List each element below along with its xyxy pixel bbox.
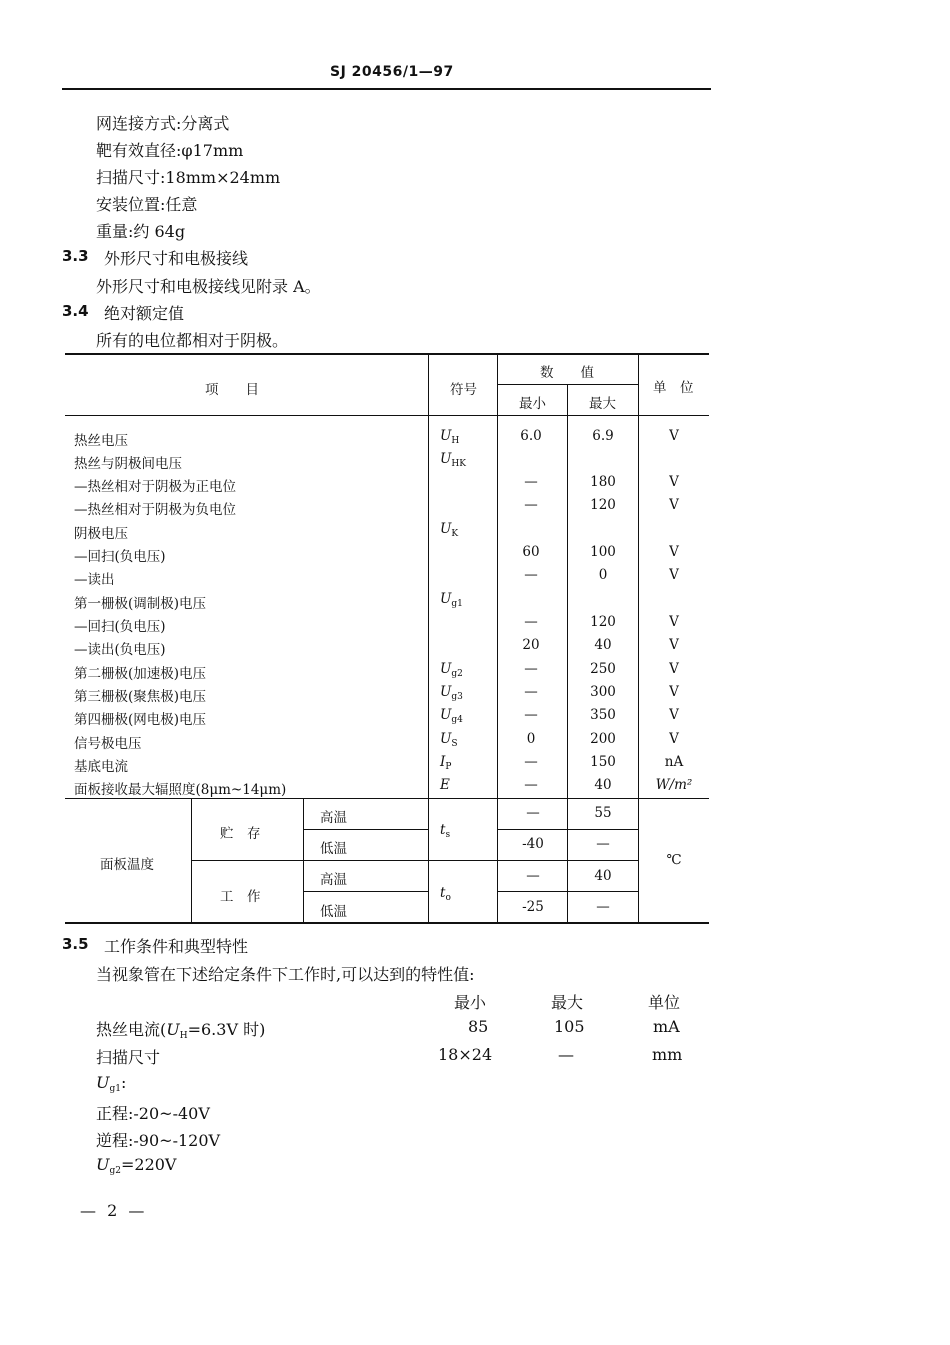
row-unit: V — [669, 614, 679, 630]
spec-label: 扫描尺寸 — [96, 1048, 161, 1067]
row-item: 第一栅极(调制极)电压 — [74, 596, 207, 612]
section-3-4-text: 所有的电位都相对于阴极。 — [96, 331, 289, 350]
row-min: — — [524, 777, 538, 793]
section-3-3-title: 外形尺寸和电极接线 — [104, 249, 249, 268]
col-divider-symbol — [428, 353, 429, 923]
header-min: 最小 — [519, 396, 546, 412]
row-min: — — [524, 497, 538, 513]
row-min: — — [524, 567, 538, 583]
section-3-5-text: 当视象管在下述给定条件下工作时,可以达到的特性值: — [96, 965, 475, 984]
spec-max: — — [558, 1045, 574, 1064]
row-item: 第三栅极(聚焦极)电压 — [74, 689, 207, 705]
header-max: 最大 — [589, 396, 616, 412]
row-symbol: $U_S$ — [440, 731, 458, 749]
ug1-reverse: 逆程:-90~-120V — [96, 1131, 221, 1150]
spec-unit: mA — [653, 1017, 680, 1036]
temp-storage-split-values — [497, 829, 638, 830]
temp-operating-low-min: -25 — [522, 899, 544, 915]
temp-operating-high: 高温 — [320, 872, 347, 888]
row-min: — — [524, 614, 538, 630]
row-unit: V — [669, 684, 679, 700]
temp-storage-low-max: — — [596, 836, 610, 852]
row-min: 6.0 — [520, 428, 542, 444]
table-bottom-rule — [65, 922, 709, 924]
spec-label: 热丝电流($U_H=6.3V$ 时) — [96, 1020, 266, 1041]
row-unit: nA — [664, 754, 684, 770]
temp-operating-split — [303, 891, 428, 892]
spec-max: 105 — [554, 1017, 585, 1036]
row-min: — — [524, 474, 538, 490]
row-min: 60 — [522, 544, 540, 560]
row-symbol: $U_{HK}$ — [440, 451, 466, 469]
row-unit: V — [669, 661, 679, 677]
row-unit: V — [669, 637, 679, 653]
temp-operating-high-min: — — [526, 868, 540, 884]
intro-line-mounting: 安装位置:任意 — [96, 195, 198, 214]
row-item: 第二栅极(加速极)电压 — [74, 666, 207, 682]
temp-storage-high: 高温 — [320, 810, 347, 826]
row-max: 300 — [590, 684, 616, 700]
row-item: —读出(负电压) — [74, 642, 166, 658]
row-max: 120 — [590, 497, 616, 513]
temp-storage-high-min: — — [526, 805, 540, 821]
intro-line-grid-connection: 网连接方式:分离式 — [96, 114, 230, 133]
section-3-3-text: 外形尺寸和电极接线见附录 A。 — [96, 277, 321, 296]
temp-storage-low-min: -40 — [522, 836, 544, 852]
temp-operating-high-max: 40 — [594, 868, 612, 884]
row-max: 180 — [590, 474, 616, 490]
temp-operating-low: 低温 — [320, 904, 347, 920]
row-symbol: E — [440, 777, 450, 793]
row-min: — — [524, 707, 538, 723]
intro-line-scan-size: 扫描尺寸:18mm×24mm — [96, 168, 281, 187]
row-item: 第四栅极(网电极)电压 — [74, 712, 207, 728]
table-top-rule — [65, 353, 709, 355]
temp-operating-low-max: — — [596, 899, 610, 915]
section-3-4-title: 绝对额定值 — [104, 304, 185, 323]
intro-line-target-diameter: 靶有效直径:φ17mm — [96, 141, 244, 160]
row-unit: W/m² — [655, 777, 693, 793]
row-unit: V — [669, 428, 679, 444]
temp-storage-label: 贮 存 — [220, 826, 261, 842]
row-unit: V — [669, 497, 679, 513]
temp-unit: ℃ — [666, 852, 682, 868]
row-min: — — [524, 754, 538, 770]
table-header-bottom-rule — [65, 415, 709, 416]
row-symbol: $U_{g4}$ — [440, 707, 463, 725]
section-3-5-title: 工作条件和典型特性 — [104, 937, 249, 956]
header-item: 项 目 — [205, 382, 259, 398]
temp-operating-label: 工 作 — [220, 889, 261, 905]
row-max: 350 — [590, 707, 616, 723]
row-max: 100 — [590, 544, 616, 560]
spec-header-min: 最小 — [454, 993, 487, 1012]
row-item: —读出 — [74, 572, 115, 588]
ug2-value: $U_{g2}=220V$ — [96, 1155, 177, 1176]
row-symbol: $U_H$ — [440, 428, 460, 446]
temp-storage-symbol: $t_s$ — [440, 822, 451, 840]
document-number: SJ 20456/1—97 — [330, 64, 454, 80]
temp-label: 面板温度 — [100, 857, 154, 873]
row-item: 面板接收最大辐照度(8μm~14μm) — [74, 782, 287, 798]
row-symbol: $U_K$ — [440, 521, 459, 539]
row-max: 120 — [590, 614, 616, 630]
row-unit: V — [669, 544, 679, 560]
row-max: 40 — [594, 777, 612, 793]
row-min: 0 — [526, 731, 536, 747]
row-max: 200 — [590, 731, 616, 747]
header-value: 数 值 — [540, 365, 594, 381]
row-max: 150 — [590, 754, 616, 770]
row-unit: V — [669, 731, 679, 747]
row-item: —热丝相对于阴极为正电位 — [74, 479, 236, 495]
row-item: —回扫(负电压) — [74, 619, 166, 635]
temp-storage-split — [303, 829, 428, 830]
row-max: 40 — [594, 637, 612, 653]
header-unit: 单 位 — [653, 380, 694, 396]
row-symbol: $U_{g2}$ — [440, 661, 463, 679]
row-item: 基底电流 — [74, 759, 128, 775]
row-item: 热丝电压 — [74, 433, 128, 449]
header-rule — [62, 88, 711, 90]
ug1-forward: 正程:-20~-40V — [96, 1104, 210, 1123]
row-unit: V — [669, 567, 679, 583]
table-body-bottom-rule — [65, 798, 709, 799]
section-3-5-number: 3.5 — [62, 935, 89, 953]
temp-operating-symbol: $t_o$ — [440, 885, 451, 903]
spec-header-max: 最大 — [551, 993, 584, 1012]
row-item: 热丝与阴极间电压 — [74, 456, 182, 472]
page-number: — 2 — — [80, 1201, 145, 1220]
spec-unit: mm — [652, 1045, 683, 1064]
header-symbol: 符号 — [450, 382, 477, 398]
temp-mid-rule — [191, 860, 638, 861]
row-item: 阴极电压 — [74, 526, 128, 542]
row-item: 信号极电压 — [74, 736, 142, 752]
temp-storage-low: 低温 — [320, 841, 347, 857]
spec-min: 18×24 — [438, 1045, 493, 1064]
row-item: —热丝相对于阴极为负电位 — [74, 502, 236, 518]
temp-operating-split-values — [497, 891, 638, 892]
row-min: — — [524, 661, 538, 677]
temp-storage-high-max: 55 — [594, 805, 612, 821]
row-item: —回扫(负电压) — [74, 549, 166, 565]
ug1-label: $U_{g1}$: — [96, 1073, 127, 1094]
section-3-3-number: 3.3 — [62, 247, 89, 265]
spec-min: 85 — [468, 1017, 489, 1036]
row-max: 250 — [590, 661, 616, 677]
row-max: 6.9 — [592, 428, 614, 444]
row-unit: V — [669, 474, 679, 490]
intro-line-weight: 重量:约 64g — [96, 222, 186, 241]
row-min: — — [524, 684, 538, 700]
row-symbol: $I_P$ — [440, 754, 452, 772]
row-unit: V — [669, 707, 679, 723]
spec-header-unit: 单位 — [648, 993, 681, 1012]
row-symbol: $U_{g1}$ — [440, 591, 463, 609]
row-min: 20 — [522, 637, 540, 653]
section-3-4-number: 3.4 — [62, 302, 89, 320]
row-symbol: $U_{g3}$ — [440, 684, 463, 702]
row-max: 0 — [598, 567, 608, 583]
